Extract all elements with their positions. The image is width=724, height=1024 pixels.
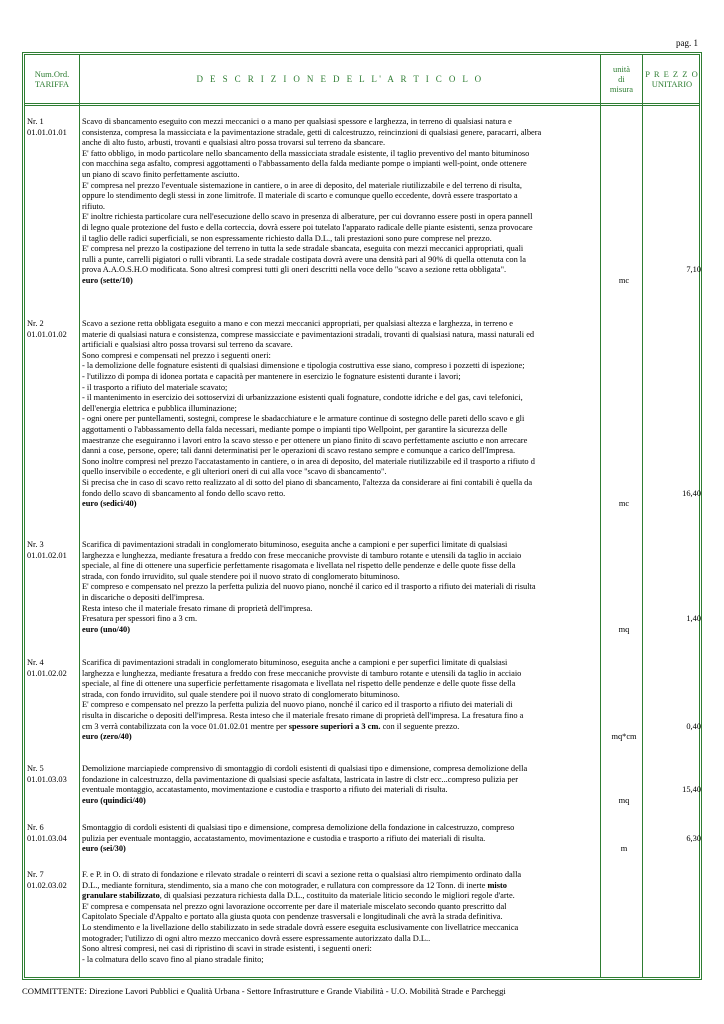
- description-line: Scarifica di pavimentazioni stradali in conglomerato bituminoso, eseguita anche a campioni e per superfici limitate di qualsiasi: [82, 658, 508, 667]
- description-line: rifiuto.: [82, 201, 106, 211]
- description-line: - la colmatura dello scavo fino al piano stradale finito;: [82, 954, 264, 964]
- description-line: euro (quindici/40): [82, 795, 146, 805]
- description-line: - il mantenimento in esercizio dei sottoservizi di urbanizzazione esistenti quali fognature, condotte idriche e del gas, cavi telefonici,: [82, 393, 523, 403]
- item-code: [27, 117, 81, 138]
- item-unit: mq*cm: [611, 732, 637, 742]
- description-line: speciale, al fine di ottenere una superficie perfettamente risagomata e livellata nel rispetto delle pendenze e delle quote fisse della: [82, 561, 516, 571]
- description-line: rulli a punte, carrelli pigiatori o rulli vibranti. La sede stradale costipata dovrà avere una densità pari al 90% di quella ottenuta con la: [82, 254, 526, 264]
- description-line: euro (sei/30): [82, 844, 126, 854]
- description-line: Fresatura per spessori fino a 3 cm.: [82, 614, 198, 624]
- column-divider: [642, 55, 643, 977]
- description-line: materie di qualsiasi natura e consistenza, comprese massicciate e pavimentazioni stradali, trovanti di qualsiasi natura, massi naturali ed: [82, 329, 535, 339]
- description-line: E' compresa e compensata nel prezzo ogni lavorazione occorrente per dare il materiale miscelato secondo quanto prescritto dal: [82, 901, 507, 911]
- item-tariff-code: 01.02.03.02: [27, 880, 67, 890]
- item-number: Nr. 6: [27, 823, 44, 832]
- description-line: - l'utilizzo di pompa di idonea portata e capacità per mantenere in esercizio le fognature esistenti durante i lavori;: [82, 371, 461, 381]
- description-line: granulare stabilizzato, di qualsiasi pezzatura richiesta dalla D.L., costituito da materiale liticio secondo le migliori regole d'arte.: [82, 891, 515, 901]
- description-line: Sono inoltre compresi nel prezzo l'accatastamento in cantiere, o in area di deposito, del materiale riutilizzabile ed il trasporto a rifiuto d: [82, 456, 535, 466]
- description-line: F. e P. in O. di strato di fondazione e rilevato stradale o reinterri di scavi a sezione retta o qualsiasi altro riempimento ordinato dalla: [82, 870, 522, 879]
- description-line: Sono compresi e compensati nel prezzo i seguenti oneri:: [82, 350, 271, 360]
- item-price: 15,40: [682, 785, 701, 795]
- description-line: fondazione in calcestruzzo, della pavimentazione di qualsiasi specie asfaltata, lastricata in lastre di clstr ecc...compreso pulizia per: [82, 774, 519, 784]
- footer-committente: COMMITTENTE: Direzione Lavori Pubblici e Qualità Urbana - Settore Infrastrutture e Grande Viabilità - U.O. Mobilità Strade e Parcheggi: [22, 986, 506, 996]
- description-line: eventuale montaggio, accatastamento, movimentazione e custodia e trasporto a rifiuto dei materiali di risulta.: [82, 785, 448, 795]
- description-line: un piano di scavo finito perfettamente asciutto.: [82, 169, 240, 179]
- description-line: danni a cose, persone, opere; tali danni determinatisi per le operazioni di scavo restano sempre e comunque a carico dell'Impresa.: [82, 446, 516, 456]
- item-description: [82, 764, 602, 806]
- item-code: [27, 658, 81, 679]
- description-line: prova A.A.O.S.H.O modificata. Sono altresì compresi tutti gli oneri descritti nella voce dello "scavo a sezione retta obbligata".: [82, 265, 507, 275]
- description-line: in discariche o depositi dell'impresa.: [82, 592, 205, 602]
- item-unit: mc: [618, 499, 630, 509]
- item-description: [82, 319, 602, 510]
- description-line: aggottamenti o l'abbassamento della falda necessari, mediante pompe o impianti tipo Wellpoint, per garantire la sicurezza delle: [82, 424, 508, 434]
- description-line: Sono altresì compresi, nei casi di ripristino di scavi in strade esistenti, i seguenti oneri:: [82, 944, 372, 954]
- description-line: E' compreso e compensato nel prezzo la perfetta pulizia del nuovo piano, nonché il carico ed il trasporto a rifiuto dei materiali di: [82, 700, 513, 710]
- description-line: E' compreso e compensato nel prezzo la perfetta pulizia del nuovo piano, nonché il carico ed il trasporto a rifiuto dei materiali di risulta: [82, 582, 536, 592]
- description-line: quello inservibile o eccedente, e gli ulteriori oneri di cui alla voce "scavo di sbancamento".: [82, 467, 387, 477]
- item-tariff-code: 01.01.01.01: [27, 127, 67, 137]
- item-number: Nr. 5: [27, 764, 44, 773]
- item-number: Nr. 4: [27, 658, 44, 667]
- description-line: il taglio delle radici superficiali, se non espressamente richiesto dalla D.L., tali prestazioni sono pure comprese nel prezzo.: [82, 233, 492, 243]
- description-line: consistenza, compresa la massicciata e la pavimentazione stradale, getti di calcestruzzo, reincinzioni di qualsiasi genere, paracarri, albera: [82, 127, 542, 137]
- header-num-ord: Num.Ord. TARIFFA: [34, 69, 70, 89]
- description-line: artificiali e qualsiasi altro possa trovarsi sul terreno da scavare.: [82, 340, 293, 350]
- item-price: 0,40: [686, 721, 701, 731]
- item-description: [82, 658, 602, 743]
- description-line: motograder; l'utilizzo di ogni altro mezzo meccanico dovrà essere espressamente autorizzato dalla D.L..: [82, 933, 431, 943]
- description-line: dell'energia elettrica e pubblica illuminazione;: [82, 403, 237, 413]
- item-number: Nr. 2: [27, 319, 44, 328]
- item-price: 16,40: [682, 488, 701, 498]
- description-line: speciale, al fine di ottenere una superficie perfettamente risagomata e livellata nel rispetto delle pendenze e delle quote fisse della: [82, 679, 516, 689]
- description-line: E' inoltre richiesta particolare cura nell'esecuzione dello scavo in presenza di alberature, per cui dovranno essere posti in opera pannell: [82, 212, 533, 222]
- description-line: euro (sette/10): [82, 275, 133, 285]
- item-tariff-code: 01.01.02.02: [27, 668, 67, 678]
- description-line: di legno quale protezione del fusto e della corteccia, dovrà essere poi tutelato l'apparato radicale delle piante esistenti, senza provocare: [82, 222, 533, 232]
- description-line: - la demolizione delle fognature esistenti di qualsiasi dimensione e tipologia costruttiva esse siano, compreso i pozzetti di ispezione;: [82, 361, 525, 371]
- item-code: [27, 870, 81, 891]
- description-line: con macchina sega asfalto, compresi aggottamenti o l'abbassamento della falda mediante pompe o impianti well-point, onde ottenere: [82, 159, 527, 169]
- item-description: [82, 870, 602, 965]
- description-line: Resta inteso che il materiale fresato rimane di proprietà dell'impresa.: [82, 603, 313, 613]
- item-price: 7,10: [686, 265, 701, 275]
- header-descrizione: D E S C R I Z I O N E D E L L' A R T I C O L O: [196, 74, 484, 84]
- item-tariff-code: 01.01.03.04: [27, 833, 67, 843]
- item-description: [82, 117, 602, 287]
- description-line: Smontaggio di cordoli esistenti di qualsiasi tipo e dimensione, compresa demolizione della fondazione in calcestruzzo, compreso: [82, 823, 515, 832]
- description-line: E' fatto obbligo, in modo particolare nello sbancamento della massicciata stradale esistente, il taglio preventivo del manto bituminoso: [82, 148, 530, 158]
- description-line: euro (uno/40): [82, 624, 131, 634]
- description-line: E' compresa nel prezzo l'eventuale sistemazione in cantiere, o in aree di deposito, del materiale riutilizzabile e del terreno di risulta,: [82, 180, 522, 190]
- item-number: Nr. 7: [27, 870, 44, 879]
- item-description: [82, 823, 602, 855]
- description-line: larghezza e lunghezza, mediante fresatura a freddo con frese meccaniche provviste di tamburo rotante e utensili da taglio in acciaio: [82, 668, 522, 678]
- description-line: fondo dello scavo di sbancamento al fondo dello scavo retto.: [82, 488, 286, 498]
- description-line: Scarifica di pavimentazioni stradali in conglomerato bituminoso, eseguita anche a campioni e per superfici limitate di qualsiasi: [82, 540, 508, 549]
- page-number: pag. 1: [676, 38, 698, 48]
- description-line: anche di alto fusto, arbusti, trovanti e qualsiasi altro possa trovarsi sul terreno da sbancare.: [82, 138, 386, 148]
- item-price: 1,40: [686, 614, 701, 624]
- description-line: euro (zero/40): [82, 732, 132, 742]
- description-line: Demolizione marciapiede comprensivo di smontaggio di cordoli esistenti di qualsiasi tipo e dimensione, compresa demolizione della: [82, 764, 528, 773]
- description-line: Capitolato Speciale d'Appalto e portato alla giusta quota con pendenze trasversali e longitudinali che avrà la strada definitiva.: [82, 912, 503, 922]
- description-line: Lo stendimento e la livellazione dello stabilizzato in sede stradale dovrà essere eseguita esclusivamente con livellatrice meccanica: [82, 922, 519, 932]
- item-tariff-code: 01.01.01.02: [27, 329, 67, 339]
- header-divider: [25, 103, 699, 106]
- item-unit: mc: [618, 276, 630, 285]
- description-line: - il trasporto a rifiuto del materiale scavato;: [82, 382, 228, 392]
- description-line: strada, con fondo irruvidito, sul quale stendere poi il nuovo strato di conglomerato bituminoso.: [82, 571, 400, 581]
- item-code: [27, 319, 81, 340]
- item-tariff-code: 01.01.03.03: [27, 774, 67, 784]
- item-unit: mq: [618, 624, 630, 634]
- item-number: Nr. 1: [27, 117, 44, 126]
- item-code: [27, 764, 81, 785]
- description-line: D.L., mediante fornitura, stendimento, sia a mano che con motograder, e rullatura con compressore da 12 Tonn. di inerte misto: [82, 880, 507, 890]
- description-line: maestranze che eseguiranno i lavori entro la scavo stesso e per ottenere un piano finito di scavo perfettamente asciutto e non arrecare: [82, 435, 528, 445]
- description-line: euro (sedici/40): [82, 499, 137, 509]
- item-description: [82, 540, 602, 635]
- header-prezzo: P R E Z Z O UNITARIO: [645, 69, 699, 89]
- description-line: risulta in discariche o depositi dell'impresa. Resta inteso che il materiale fresato rimane di proprietà dell'impresa. La fresatura fino a: [82, 710, 524, 720]
- description-line: oppure lo stendimento degli stessi in zone limitrofe. Il materiale di scarto e comunque quello eccedente, dovrà essere trasportato a: [82, 191, 518, 201]
- header-unita: unità di misura: [609, 64, 634, 94]
- description-line: cm 3 verrà contabilizzata con la voce 01.01.02.01 mentre per spessore superiori a 3 cm. con il seguente prezzo.: [82, 721, 460, 731]
- description-line: E' compresa nel prezzo la costipazione del terreno in tutta la sede stradale sbancata, eseguita con mezzi meccanici appropriati, quali: [82, 244, 524, 254]
- description-line: larghezza e lunghezza, mediante fresatura a freddo con frese meccaniche provviste di tamburo rotante e utensili da taglio in acciaio: [82, 550, 522, 560]
- description-line: Scavo di sbancamento eseguito con mezzi meccanici o a mano per qualsiasi spessore e larghezza, in terreno di qualsiasi natura e: [82, 117, 512, 126]
- price-list-table: [22, 52, 702, 980]
- item-tariff-code: 01.01.02.01: [27, 550, 67, 560]
- description-line: strada, con fondo irruvidito, sul quale stendere poi il nuovo strato di conglomerato bituminoso.: [82, 689, 400, 699]
- description-line: - ogni onere per puntellamenti, sostegni, comprese le sbadacchiature e le armature continue di sostegno delle pareti dello scavo e gli: [82, 414, 525, 424]
- description-line: Si precisa che in caso di scavo retto realizzato al di sotto del piano di sbancamento, l'altezza da considerare ai fini contabili è quella da: [82, 477, 533, 487]
- description-line: Scavo a sezione retta obbligata eseguito a mano e con mezzi meccanici appropriati, per qualsiasi altezza e larghezza, in terreno e: [82, 319, 513, 328]
- item-unit: mq: [618, 795, 630, 805]
- item-price: 6,30: [686, 833, 701, 843]
- item-unit: m: [620, 844, 628, 854]
- item-number: Nr. 3: [27, 540, 44, 549]
- description-line: pulizia per eventuale montaggio, accatastamento, movimentazione e custodia e trasporto a rifiuto dei materiali di risulta.: [82, 833, 486, 843]
- item-code: [27, 823, 81, 844]
- item-code: [27, 540, 81, 561]
